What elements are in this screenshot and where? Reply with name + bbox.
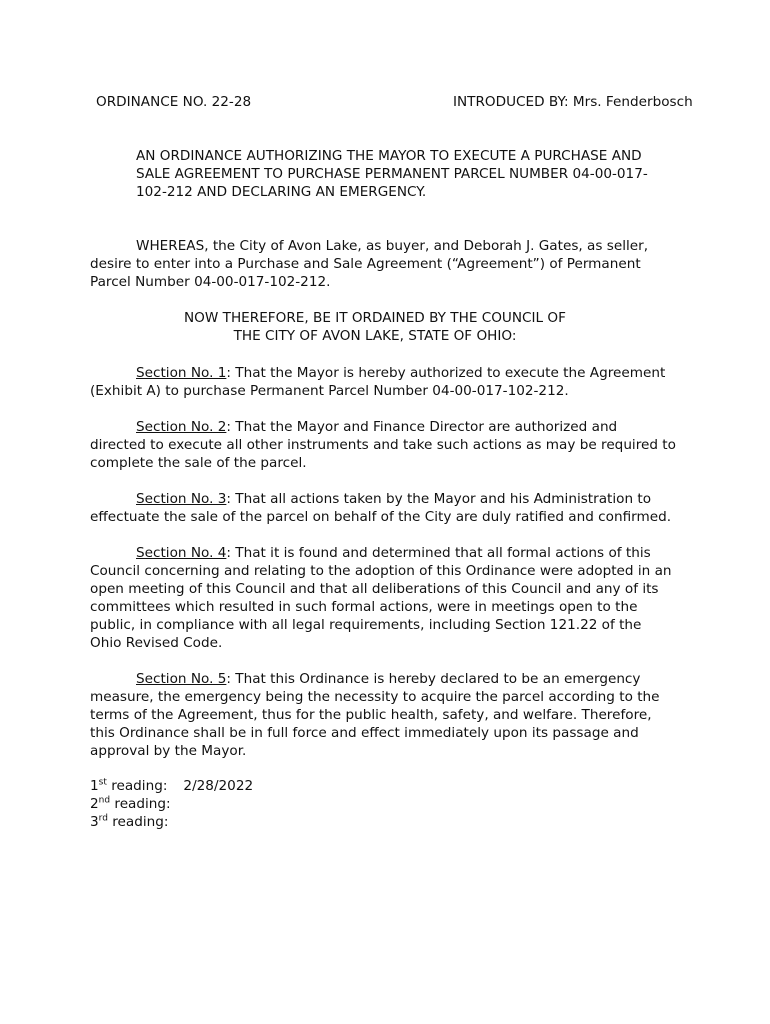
introduced-by: INTRODUCED BY: Mrs. Fenderbosch: [453, 94, 693, 110]
ordained-line: NOW THEREFORE, BE IT ORDAINED BY THE COUNCIL OF: [184, 310, 566, 326]
section-line: this Ordinance shall be in full force and effect immediately upon its passage and: [90, 725, 639, 741]
section-first-line: [90, 418, 690, 436]
section-line: measure, the emergency being the necessity to acquire the parcel according to the: [90, 689, 660, 705]
section-line: approval by the Mayor.: [90, 743, 247, 759]
whereas-line: WHEREAS, the City of Avon Lake, as buyer, and Deborah J. Gates, as seller,: [136, 238, 649, 254]
section-line: committees which resulted in such formal actions, were in meetings open to the: [90, 599, 638, 615]
ordinance-number: ORDINANCE NO. 22-28: [96, 94, 252, 110]
whereas-line: desire to enter into a Purchase and Sale Agreement (“Agreement”) of Permanent: [90, 256, 641, 272]
title-line: AN ORDINANCE AUTHORIZING THE MAYOR TO EXECUTE A PURCHASE AND: [136, 148, 642, 164]
section-line: effectuate the sale of the parcel on behalf of the City are duly ratified and confirmed.: [90, 509, 672, 525]
section-heading: Section No. 3: [136, 491, 227, 507]
section-text: : That it is found and determined that all formal actions of this: [226, 545, 651, 561]
section-line: open meeting of this Council and that all deliberations of this Council and any of its: [90, 581, 659, 597]
section-first-line: [90, 544, 690, 562]
title-line: SALE AGREEMENT TO PURCHASE PERMANENT PARCEL NUMBER 04-00-017-: [136, 166, 648, 182]
reading-date: 2/28/2022: [183, 778, 254, 794]
section-line: directed to execute all other instruments and take such actions as may be required to: [90, 437, 676, 453]
section-first-line: [90, 364, 690, 382]
reading-row: [90, 813, 253, 831]
section-first-line: [90, 490, 690, 508]
section-1: [90, 364, 690, 400]
section-4: [90, 544, 690, 652]
title-line: 102-212 AND DECLARING AN EMERGENCY.: [136, 184, 427, 200]
reading-label: reading:: [106, 778, 168, 794]
ordained-clause: [90, 309, 660, 345]
reading-label: reading:: [107, 814, 169, 830]
reading-ordinal-suffix: rd: [98, 813, 108, 824]
reading-number: 1: [90, 778, 99, 794]
reading-row: [90, 795, 253, 813]
section-line: public, in compliance with all legal requirements, including Section 121.22 of the: [90, 617, 642, 633]
section-5: [90, 670, 690, 760]
section-text: : That this Ordinance is hereby declared to be an emergency: [226, 671, 641, 687]
reading-label: reading:: [110, 796, 171, 812]
section-text: : That all actions taken by the Mayor and his Administration to: [226, 491, 652, 507]
section-line: Council concerning and relating to the adoption of this Ordinance were adopted in an: [90, 563, 672, 579]
section-3: [90, 490, 690, 526]
section-text: : That the Mayor and Finance Director are authorized and: [226, 419, 618, 435]
section-line: complete the sale of the parcel.: [90, 455, 307, 471]
section-text: : That the Mayor is hereby authorized to execute the Agreement: [226, 365, 666, 381]
section-line: (Exhibit A) to purchase Permanent Parcel Number 04-00-017-102-212.: [90, 383, 569, 399]
reading-ordinal-suffix: st: [98, 777, 107, 788]
section-2: [90, 418, 690, 472]
section-heading: Section No. 4: [136, 545, 227, 561]
readings-list: [90, 777, 253, 831]
reading-number: 3: [90, 814, 99, 830]
reading-ordinal-suffix: nd: [98, 795, 111, 806]
section-line: Ohio Revised Code.: [90, 635, 223, 651]
section-line: terms of the Agreement, thus for the public health, safety, and welfare. Therefore,: [90, 707, 652, 723]
whereas-line: Parcel Number 04-00-017-102-212.: [90, 274, 331, 290]
section-heading: Section No. 2: [136, 419, 227, 435]
section-first-line: [90, 670, 690, 688]
reading-row: [90, 777, 253, 795]
section-heading: Section No. 1: [136, 365, 227, 381]
ordinance-title: [136, 147, 656, 201]
whereas-clause: [90, 237, 690, 291]
section-heading: Section No. 5: [136, 671, 227, 687]
ordained-line: THE CITY OF AVON LAKE, STATE OF OHIO:: [233, 328, 517, 344]
reading-number: 2: [90, 796, 99, 812]
